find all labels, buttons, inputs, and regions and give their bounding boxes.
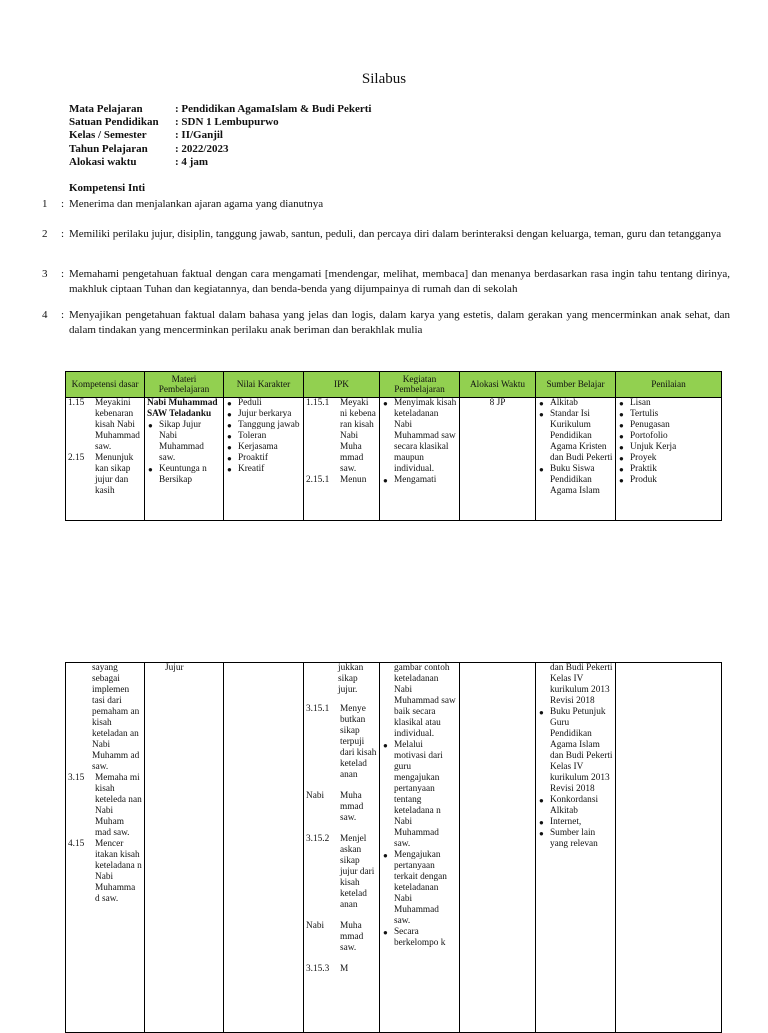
meta-row	[69, 103, 372, 116]
ipk-item	[306, 964, 377, 975]
kegiatan-continued: gambar contoh keteladanan Nabi Muhammad saw baik secara klasikal atau individual.	[394, 663, 456, 739]
table-row	[66, 398, 722, 521]
item-text: Muha mmad saw.	[340, 921, 364, 953]
column-header: Materi Pembelajaran	[145, 372, 224, 398]
alokasi-cell	[460, 398, 536, 521]
materi-cell	[145, 663, 224, 1033]
penilaian-item: ● Penugasan	[630, 420, 719, 431]
meta-row	[69, 156, 372, 169]
meta-label: Mata Pelajaran	[69, 103, 143, 115]
item-text: Mencer itakan kisah keteladana n Nabi Muhamma d saw.	[95, 839, 142, 904]
column-header: Kompetensi dasar	[66, 372, 145, 398]
nilai-item: ● Kreatif	[238, 464, 301, 475]
ki-colon: :	[61, 228, 65, 240]
item-number: 1.15.1	[306, 398, 330, 408]
kegiatan-cell	[380, 398, 460, 521]
meta-value: : 4 jam	[175, 155, 208, 168]
nilai-item: ● Peduli	[238, 398, 301, 409]
kegiatan-item: ● Mengajukan pertanyaan terkait dengan keteladanan Nabi Muhammad saw.	[394, 850, 457, 927]
sumber-cell	[536, 663, 616, 1033]
ki-text: Menerima dan menjalankan ajaran agama yang dianutnya	[69, 198, 324, 210]
meta-label: Satuan Pendidikan	[69, 116, 159, 129]
materi-item: ● Sikap Jujur Nabi Muhammad saw.	[159, 420, 221, 464]
table-header-row	[66, 372, 722, 398]
document-metadata	[69, 103, 372, 169]
ki-number: 3	[42, 268, 48, 280]
nilai-item: ● Toleran	[238, 431, 301, 442]
meta-value: : II/Ganjil	[175, 129, 223, 142]
kegiatan-item: ● Mengamati	[394, 475, 457, 486]
item-number: 2.15.1	[306, 475, 330, 485]
item-text: Menunjuk kan sikap jujur dan kasih	[95, 453, 134, 496]
item-number: 3.15.3	[306, 964, 330, 974]
ki-item	[40, 197, 730, 212]
item-text: Menye butkan sikap terpuji dari kisah ketelad anan	[340, 704, 377, 780]
ki-text: Menyajikan pengetahuan faktual dalam bahasa yang jelas dan logis, dalam karya yang estetis, dalam gerakan yang mencerminkan anak sehat, dan dalam tindakan yang mencerminkan perilaku anak beriman dan berakhlak mulia	[69, 309, 730, 336]
sumber-item: ● Alkitab	[550, 398, 613, 409]
item-text: Muha mmad saw.	[340, 791, 364, 823]
item-text: Memaha mi kisah keteleda nan Nabi Muham mad saw.	[95, 773, 142, 838]
sumber-cell	[536, 398, 616, 521]
sumber-item: ● Buku Petunjuk Guru Pendidikan Agama Islam dan Budi Pekerti Kelas IV kurikulum 2013 Revisi 2018	[550, 707, 613, 795]
materi-cell	[145, 398, 224, 521]
item-text: Menun	[340, 475, 367, 485]
sumber-item: ● Standar Isi Kurikulum Pendidikan Agama Kristen dan Budi Pekerti	[550, 409, 613, 464]
sumber-item: ● Internet,	[550, 817, 613, 828]
ki-number: 4	[42, 309, 48, 321]
kegiatan-cell	[380, 663, 460, 1033]
nilai-item: ● Proaktif	[238, 453, 301, 464]
nilai-item: ● Jujur berkarya	[238, 409, 301, 420]
item-number: 3.15.1	[306, 704, 330, 714]
item-text: Meyaki ni kebena ran kisah Nabi Muha mmad saw.	[340, 398, 376, 474]
kd-item	[68, 839, 142, 905]
syllabus-table-page2	[65, 662, 722, 1033]
ki-colon: :	[61, 198, 65, 210]
ipk-item	[306, 398, 377, 475]
meta-value: : SDN 1 Lembupurwo	[175, 116, 279, 129]
item-number: 3.15	[68, 773, 85, 783]
kd-cell	[66, 663, 145, 1033]
kegiatan-item: ● Menyimak kisah keteladanan Nabi Muhammad saw secara klasikal maupun individual.	[394, 398, 457, 475]
meta-label: Kelas / Semester	[69, 129, 147, 142]
sumber-item: ● Konkordansi Alkitab	[550, 795, 613, 817]
kegiatan-item: ● Melalui motivasi dari guru mengajukan pertanyaan tentang keteladana n Nabi Muhammad saw.	[394, 740, 457, 850]
penilaian-item: ● Portofolio	[630, 431, 719, 442]
meta-row	[69, 116, 372, 129]
meta-label: Alokasi waktu	[69, 155, 137, 168]
kompetensi-inti-heading: Kompetensi Inti	[69, 182, 146, 194]
meta-row	[69, 129, 372, 142]
nilai-cell	[224, 663, 304, 1033]
column-header: Alokasi Waktu	[460, 372, 536, 398]
materi-title: Nabi Muhammad SAW Teladanku	[147, 398, 218, 419]
column-header: IPK	[304, 372, 380, 398]
kd-item	[68, 773, 142, 839]
item-number: 4.15	[68, 839, 85, 849]
ki-number: 2	[42, 228, 48, 240]
ki-text: Memiliki perilaku jujur, disiplin, tanggung jawab, santun, peduli, dan percaya diri dalam berinteraksi dengan keluarga, teman, guru dan tetangganya	[69, 228, 722, 240]
ki-colon: :	[61, 309, 65, 321]
ki-item	[40, 227, 730, 242]
nilai-item: ● Tanggung jawab	[238, 420, 301, 431]
column-header: Penilaian	[616, 372, 722, 398]
meta-row	[69, 143, 372, 156]
sumber-item: ● Sumber lain yang relevan	[550, 828, 613, 850]
alokasi-value: 8 JP	[489, 398, 506, 408]
ipk-item	[306, 921, 377, 954]
kegiatan-item: ● Secara berkelompo k	[394, 927, 457, 949]
alokasi-cell	[460, 663, 536, 1033]
penilaian-item: ● Lisan	[630, 398, 719, 409]
ipk-item	[306, 791, 377, 824]
column-header: Sumber Belajar	[536, 372, 616, 398]
item-text: M	[340, 964, 349, 974]
ki-text: Memahami pengetahuan faktual dengan cara mengamati [mendengar, melihat, membaca] dan menanya berdasarkan rasa ingin tahu tentang dirinya, makhluk ciptaan Tuhan dan kegiatannya, dan benda-benda yang dijumpainya di rumah dan di sekolah	[69, 268, 730, 295]
kd-continued: sayang sebagai implemen tasi dari pemaham an kisah keteladan an Nabi Muhamm ad saw.	[92, 663, 140, 772]
penilaian-item: ● Praktik	[630, 464, 719, 475]
item-number: 3.15.2	[306, 834, 330, 844]
ipk-item	[306, 475, 377, 486]
materi-continued: Jujur	[165, 663, 184, 673]
ipk-item	[306, 704, 377, 781]
ipk-cell	[304, 398, 380, 521]
kd-item	[68, 398, 142, 453]
ki-item	[40, 267, 730, 296]
kd-item	[68, 453, 142, 497]
penilaian-item: ● Unjuk Kerja	[630, 442, 719, 453]
page-title: Silabus	[361, 71, 407, 87]
penilaian-cell	[616, 663, 722, 1033]
meta-value: : Pendidikan AgamaIslam & Budi Pekerti	[175, 103, 372, 115]
meta-value: : 2022/2023	[175, 142, 229, 155]
penilaian-item: ● Proyek	[630, 453, 719, 464]
kd-cell	[66, 398, 145, 521]
penilaian-item: ● Produk	[630, 475, 719, 486]
ipk-item	[306, 834, 377, 911]
sumber-item: ● Buku Siswa Pendidikan Agama Islam	[550, 464, 613, 497]
ipk-cell	[304, 663, 380, 1033]
column-header: Nilai Karakter	[224, 372, 304, 398]
item-number: 1.15	[68, 398, 85, 408]
item-number: Nabi	[306, 791, 325, 801]
item-text: Meyakini kebenaran kisah Nabi Muhammad saw.	[95, 398, 140, 452]
ipk-continued: jukkan sikap jujur.	[338, 663, 364, 695]
item-number: 2.15	[68, 453, 85, 463]
ki-number: 1	[42, 198, 48, 210]
meta-label: Tahun Pelajaran	[69, 142, 148, 155]
sumber-continued: dan Budi Pekerti Kelas IV kurikulum 2013 Revisi 2018	[550, 663, 613, 706]
syllabus-table-page1	[65, 371, 722, 521]
ki-colon: :	[61, 268, 65, 280]
nilai-cell	[224, 398, 304, 521]
penilaian-cell	[616, 398, 722, 521]
item-number: Nabi	[306, 921, 325, 931]
penilaian-item: ● Tertulis	[630, 409, 719, 420]
item-text: Menjel askan sikap jujur dari kisah ketelad anan	[340, 834, 375, 910]
column-header: Kegiatan Pembelajaran	[380, 372, 460, 398]
materi-item: ● Keuntunga n Bersikap	[159, 464, 221, 486]
table-row	[66, 663, 722, 1033]
ki-item	[40, 308, 730, 337]
nilai-item: ● Kerjasama	[238, 442, 301, 453]
